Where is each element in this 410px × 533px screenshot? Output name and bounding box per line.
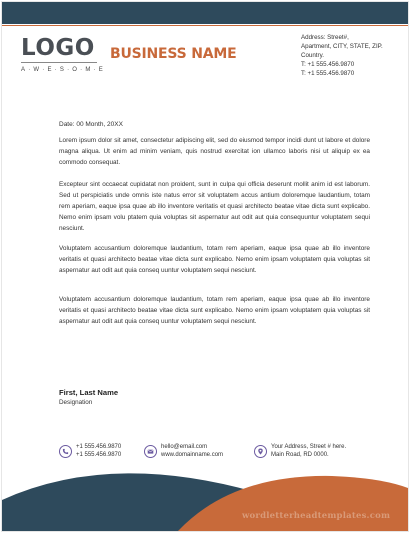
address-line: Country. [301, 52, 324, 59]
footer-phone-line: +1 555.456.9870 [76, 451, 122, 458]
footer-email-address: hello@email.com [161, 444, 208, 450]
body-paragraph: Excepteur sint occaecat cupidatat non proident, sunt in culpa qui officia deserunt mollit anim id est laborum. Sed ut perspiciatis unde omnis iste natus error sit voluptatem accus antium doloremque laudantium, totam rem aperiam, eaque ipsa quae ab illo inventore veritatis et quasi architecto beatae vitae dicta sunt explicabo. Nemo enim ipsam volu ptatem quia voluptas sit aspernatur aut odit aut quia consequuntur voluptatem sequi nesciunt. [59, 181, 370, 232]
logo-divider [21, 62, 97, 63]
body-paragraph: Voluptatem accusantium doloremque laudantium, totam rem aperiam, eaque ipsa quae ab illo inventore veritatis et quasi architecto beatae vitae dicta sunt explicabo. Nemo enim ipsam voluptatem quia voluptas sit aspernatur aut odit aut quia conseq uuntur voluptatem sequi nesciunt. [59, 296, 370, 325]
phone-line: T: +1 555.456.9870 [301, 70, 355, 77]
logo-tagline: A·W·E·S·O·M·E [21, 67, 106, 73]
footer-phone [59, 444, 121, 460]
logo-text: LOGO [21, 35, 95, 61]
body-paragraph: Voluptatem accusantium doloremque laudantium, totam rem aperiam, eaque ipsa quae ab illo inventore veritatis et quasi architecto beatae vitae dicta sunt explicabo. Nemo enim ipsam voluptatem quia voluptas sit aspernatur aut odit aut quia conseq uuntur voluptatem sequi nesciunt. [59, 245, 370, 274]
address-line: Address: Street#, [301, 34, 349, 41]
header-accent-line [2, 25, 408, 26]
location-pin-icon [254, 445, 267, 458]
header-band [2, 2, 408, 24]
body-paragraph: Lorem ipsum dolor sit amet, consectetur adipiscing elit, sed do eiusmod tempor incidi dunt ut labore et dolore magna aliqua. Ut enim ad minim veniam, quis nostrud exercitat ion ullamco laboris nisi ut aliquip ex ea commodo consequat. [59, 137, 370, 166]
header-address-block [301, 33, 401, 78]
business-name: BUSINESS NAME [110, 46, 237, 62]
letterhead-page [2, 2, 408, 531]
watermark-text: wordletterheadtemplates.com [242, 511, 391, 521]
phone-line: T: +1 555.456.9870 [301, 61, 355, 68]
footer-address-line: Your Address, Street # here. [271, 444, 347, 450]
phone-icon [59, 445, 72, 458]
footer-phone-line: +1 555.456.9870 [76, 444, 122, 450]
footer-wave-decoration [2, 468, 408, 531]
email-icon [144, 445, 157, 458]
signer-name: First, Last Name [59, 388, 119, 397]
address-line: Apartment, CITY, STATE, ZIP. [301, 43, 383, 50]
footer-address-line: Main Road, RD 0000. [271, 451, 329, 458]
letter-date: Date: 00 Month, 20XX [59, 121, 123, 128]
footer-website: www.domainname.com [161, 451, 224, 458]
signer-designation: Designation [59, 399, 93, 406]
footer-address [254, 444, 346, 460]
logo [21, 35, 106, 73]
footer-email [144, 444, 223, 460]
